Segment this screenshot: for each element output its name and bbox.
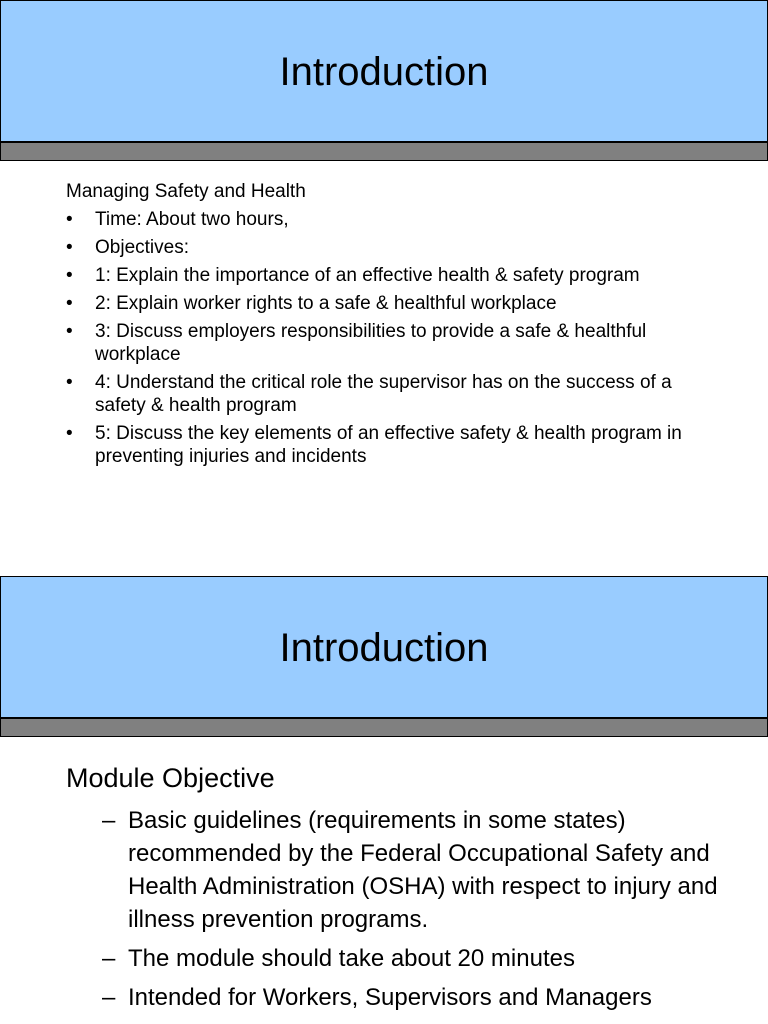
list-item	[66, 208, 726, 231]
bullet-icon: •	[66, 423, 73, 444]
slide-1-title: Introduction	[279, 49, 489, 94]
list-item-text: Intended for Workers, Supervisors and Managers	[128, 984, 652, 1011]
slide-1-heading: Managing Safety and Health	[66, 181, 306, 202]
list-item	[66, 236, 726, 259]
slide-2-dash-list	[66, 804, 746, 1014]
list-item	[102, 942, 746, 975]
bullet-icon: •	[66, 293, 73, 314]
list-item-text: Time: About two hours,	[95, 209, 289, 230]
dash-icon: –	[102, 945, 116, 972]
list-item	[66, 264, 726, 287]
slide-2-title-box	[0, 576, 768, 719]
list-item	[66, 371, 726, 417]
slide-1-title-bar	[0, 141, 768, 161]
list-item-text: 1: Explain the importance of an effective health & safety program	[95, 265, 640, 286]
list-item	[66, 320, 726, 366]
dash-icon: –	[102, 807, 116, 834]
list-item-text: 4: Understand the critical role the supervisor has on the success of a safety & health program	[95, 372, 672, 416]
bullet-icon: •	[66, 237, 73, 258]
list-item-text: Basic guidelines (requirements in some states) recommended by the Federal Occupational Safety and Health Administration (OSHA) with respect to injury and illness prevention programs.	[128, 807, 718, 933]
list-item-text: 3: Discuss employers responsibilities to provide a safe & healthful workplace	[95, 321, 647, 365]
list-item-text: Objectives:	[95, 237, 189, 258]
list-item	[66, 292, 726, 315]
slide-2-heading: Module Objective	[66, 763, 275, 793]
list-item	[66, 422, 726, 468]
list-item	[102, 981, 746, 1014]
slide-1-body	[66, 180, 726, 473]
list-item-text: 2: Explain worker rights to a safe & healthful workplace	[95, 293, 557, 314]
slide-1-title-box	[0, 0, 768, 143]
list-item-text: The module should take about 20 minutes	[128, 945, 575, 972]
slide-2-body	[66, 762, 746, 1020]
slide-2	[0, 576, 768, 1024]
bullet-icon: •	[66, 209, 73, 230]
slide-1-bullet-list	[66, 208, 726, 468]
bullet-icon: •	[66, 321, 73, 342]
bullet-icon: •	[66, 372, 73, 393]
bullet-icon: •	[66, 265, 73, 286]
slide-2-title: Introduction	[279, 625, 489, 670]
list-item	[102, 804, 746, 936]
list-item-text: 5: Discuss the key elements of an effective safety & health program in preventing injuries and incidents	[95, 423, 682, 467]
slide-2-title-bar	[0, 717, 768, 737]
dash-icon: –	[102, 984, 116, 1011]
